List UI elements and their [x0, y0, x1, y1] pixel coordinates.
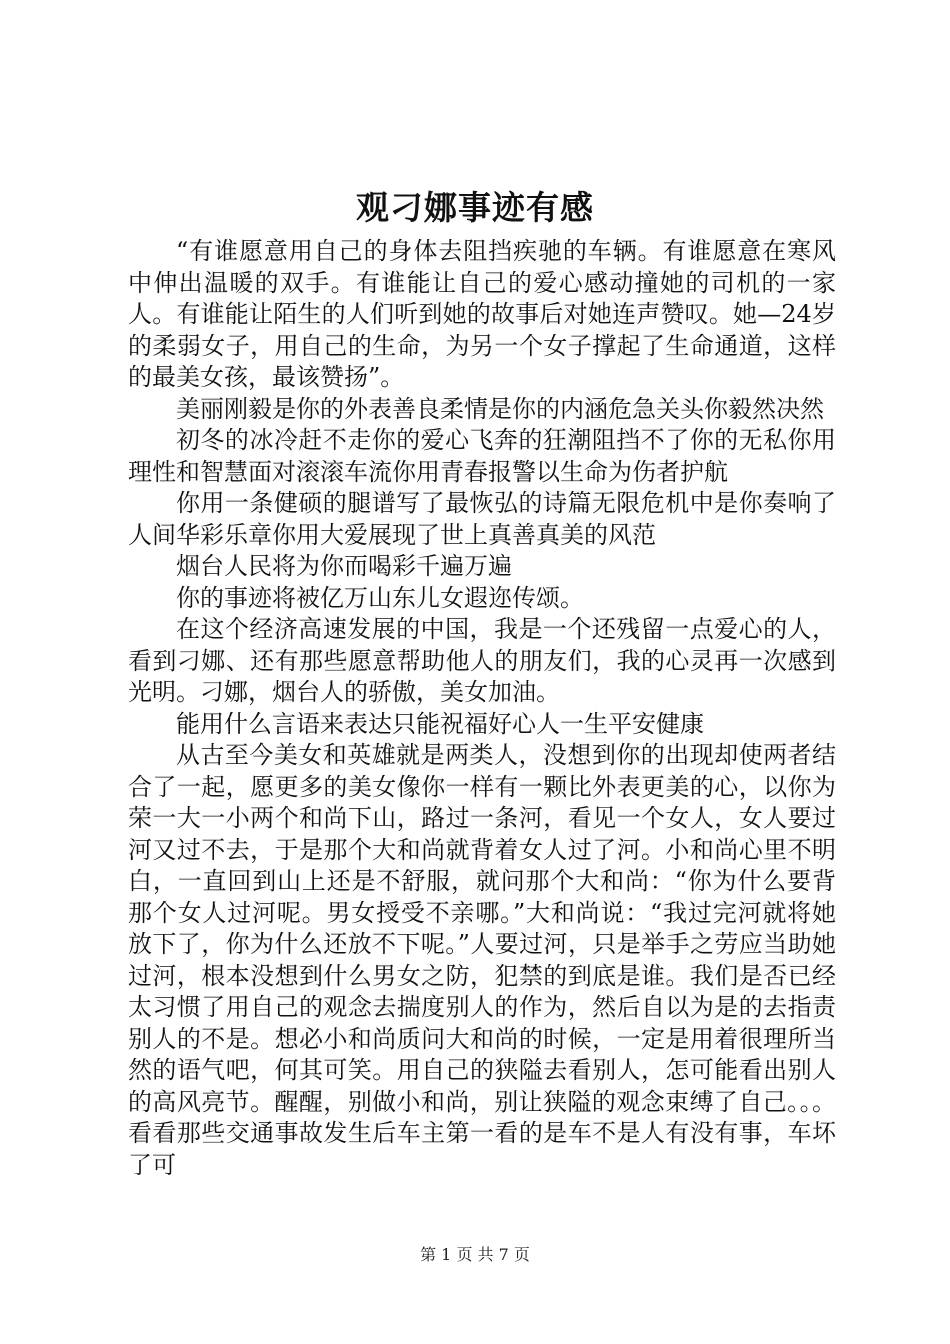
- document-body: [128, 236, 836, 1181]
- body-paragraph: 美丽刚毅是你的外表善良柔情是你的内涵危急关头你毅然决然: [176, 394, 824, 423]
- body-paragraph: 你的事迹将被亿万山东儿女遐迩传颂。: [176, 583, 584, 612]
- body-paragraph: 在这个经济高速发展的中国，我是一个还残留一点爱心的人，看到刁娜、还有那些愿意帮助他人的朋友们，我的心灵再一次感到光明。刁娜，烟台人的骄傲，美女加油。: [128, 615, 836, 706]
- body-paragraph: 烟台人民将为你而喝彩千遍万遍: [176, 552, 512, 580]
- document-title: 观刁娜事迹有感: [356, 188, 594, 227]
- body-paragraph: 初冬的冰冷赶不走你的爱心飞奔的狂潮阻挡不了你的无私你用理性和智慧面对滚滚车流你用青春报警以生命为伤者护航: [128, 426, 836, 486]
- body-paragraph: 从古至今美女和英雄就是两类人，没想到你的出现却使两者结合了一起，愿更多的美女像你一样有一颗比外表更美的心，以你为荣一大一小两个和尚下山，路过一条河，看见一个女人，女人要过河又过不去，于是那个大和尚就背着女人过了河。小和尚心里不明白，一直回到山上还是不舒服，就问那个大和尚：“你为什么要背那个女人过河呢。男女授受不亲哪。”大和尚说：“我过完河就将她放下了，你为什么还放不下呢。”人要过河，只是举手之劳应当助她过河，根本没想到什么男女之防，犯禁的到底是谁。我们是否已经太习惯了用自己的观念去揣度别人的作为，然后自以为是的去指责别人的不是。想必小和尚质问大和尚的时候，一定是用着很理所当然的语气吧，何其可笑。用自己的狭隘去看别人，怎可能看出别人的高风亮节。醒醒，别做小和尚，别让狭隘的观念束缚了自己。。。看看那些交通事故发生后车主第一看的是车不是人有没有事，车坏了可: [128, 741, 836, 1179]
- body-paragraph: “有谁愿意用自己的身体去阻挡疾驰的车辆。有谁愿意在寒风中伸出温暖的双手。有谁能让自己的爱心感动撞她的司机的一家人。有谁能让陌生的人们听到她的故事后对她连声赞叹。她—24岁的柔弱女子，用自己的生命，为另一个女子撑起了生命通道，这样的最美女孩，最该赞扬”。: [128, 237, 836, 391]
- page-number-footer: 第 1 页 共 7 页: [420, 1245, 530, 1264]
- body-paragraph: 你用一条健硕的腿谱写了最恢弘的诗篇无限危机中是你奏响了人间华彩乐章你用大爱展现了世上真善真美的风范: [128, 489, 836, 549]
- body-paragraph: 能用什么言语来表达只能祝福好心人一生平安健康: [176, 709, 704, 738]
